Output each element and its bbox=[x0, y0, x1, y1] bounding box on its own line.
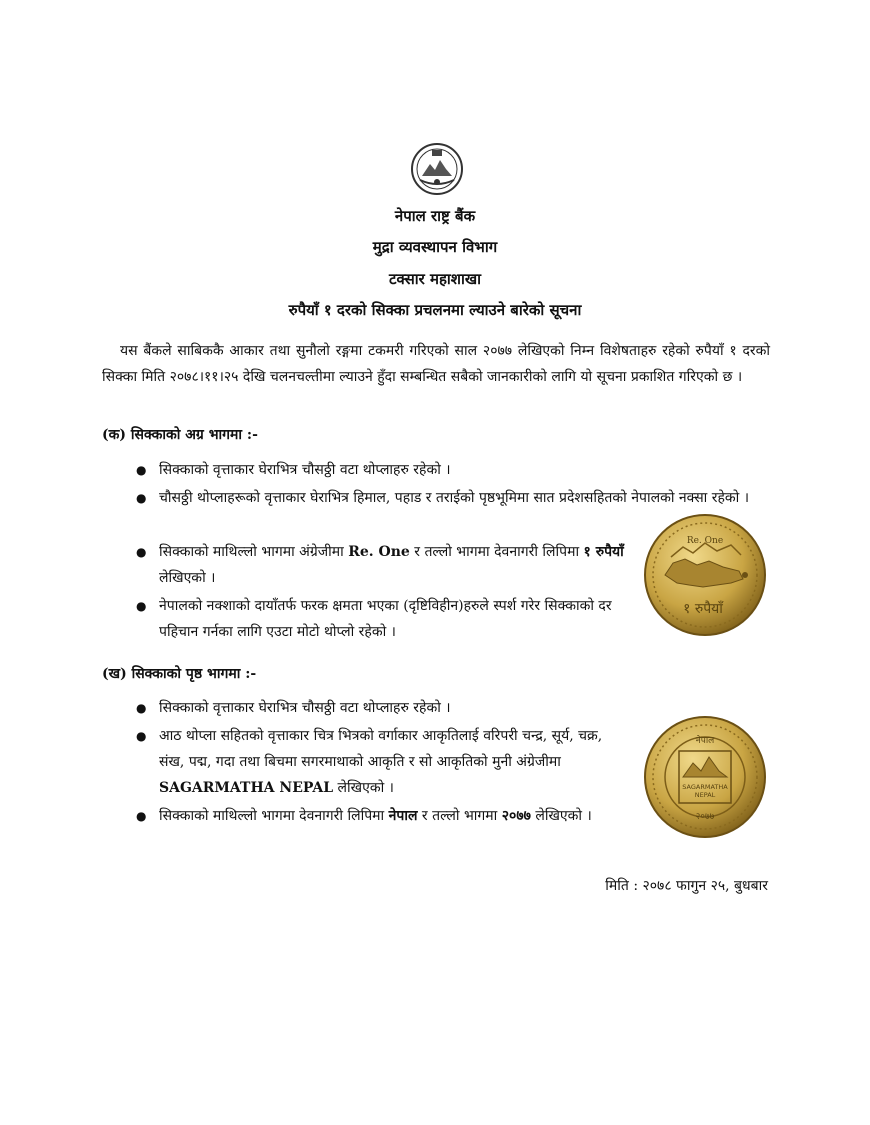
bullet-icon: ● bbox=[136, 463, 147, 477]
notice-title: रुपैयाँ १ दरको सिक्का प्रचलनमा ल्याउने बारेको सूचना bbox=[288, 301, 582, 319]
department-name: मुद्रा व्यवस्थापन विभाग bbox=[372, 238, 498, 256]
coin-denomination-text: १ रुपैयाँ bbox=[683, 601, 723, 617]
list-item-text: नेपालको नक्शाको दायाँतर्फ फरक क्षमता भएका (दृष्टिविहीन)हरुले स्पर्श गरेर सिक्काको दर पहिचान गर्नका लागि एउटा मोटो थोप्लो रहेको । bbox=[159, 598, 612, 640]
text-segment: आठ थोप्ला सहितको वृत्ताकार चित्र भित्रको वर्गाकार आकृतिलाई वरिपरी चन्द्र, सूर्य, चक्र, संख, पद्म, गदा तथा बिचमा सगरमाथाको आकृति र सो आकृतिको मुनी अंग्रेजीमा bbox=[159, 728, 603, 770]
coin-reverse-image bbox=[643, 715, 767, 839]
text-segment: र तल्लो भागमा bbox=[417, 808, 502, 824]
text-segment: लेखिएको । bbox=[159, 570, 216, 586]
list-item bbox=[136, 539, 626, 591]
reverse-heading: (ख) सिक्काको पृष्ठ भागमा :- bbox=[102, 666, 257, 682]
coin-nepal-text: NEPAL bbox=[694, 791, 716, 799]
text-segment: सिक्काको माथिल्लो भागमा देवनागरी लिपिमा bbox=[159, 808, 389, 824]
list-item-text: सिक्काको वृत्ताकार घेराभित्र चौसठ्ठी वटा थोप्लाहरु रहेको । bbox=[159, 462, 451, 478]
notice-date: मिति : २०७८ फागुन २५, बुधबार bbox=[605, 878, 768, 894]
list-item bbox=[136, 593, 626, 645]
list-item bbox=[136, 723, 626, 801]
text-segment: लेखिएको । bbox=[333, 780, 394, 796]
list-item bbox=[136, 695, 626, 721]
list-item-text bbox=[159, 803, 636, 829]
list-item-text bbox=[159, 539, 626, 591]
intro-paragraph: यस बैंकले साबिककै आकार तथा सुनौलो रङ्गमा टकमरी गरिएको साल २०७७ लेखिएको निम्न विशेषताहरु रहेको रुपैयाँ १ दरको सिक्का मिति २०७८।११।२५ देखि चलनचल्तीमा ल्याउने हुँदा सम्बन्धित सबैको जानकारीको लागि यो सूचना प्रकाशित गरिएको छ । bbox=[102, 343, 770, 385]
bank-seal-logo bbox=[410, 142, 464, 196]
bank-name: नेपाल राष्ट्र बैंक bbox=[394, 207, 476, 225]
list-item-text: सिक्काको वृत्ताकार घेराभित्र चौसठ्ठी वटा थोप्लाहरु रहेको । bbox=[159, 700, 451, 716]
coin-year-text: २०७७ bbox=[695, 812, 715, 822]
text-segment: र तल्लो भागमा देवनागरी लिपिमा bbox=[409, 544, 584, 560]
text-bold: Re. One bbox=[348, 544, 410, 560]
text-bold: २०७७ bbox=[501, 808, 531, 824]
list-item bbox=[136, 457, 756, 483]
list-item-text bbox=[159, 723, 626, 801]
text-bold: SAGARMATHA NEPAL bbox=[159, 780, 334, 796]
text-segment: सिक्काको माथिल्लो भागमा अंग्रेजीमा bbox=[159, 544, 349, 560]
bullet-icon: ● bbox=[136, 701, 147, 715]
coin-top-text: Re. One bbox=[686, 536, 724, 546]
bullet-icon: ● bbox=[136, 545, 147, 559]
bullet-icon: ● bbox=[136, 809, 147, 823]
list-item-text: चौसठ्ठी थोप्लाहरूको वृत्ताकार घेराभित्र हिमाल, पहाड र तराईको पृष्ठभूमिमा सात प्रदेशसहितको नेपालको नक्सा रहेको । bbox=[159, 490, 750, 506]
obverse-heading: (क) सिक्काको अग्र भागमा :- bbox=[102, 427, 258, 443]
text-bold: नेपाल bbox=[388, 808, 418, 824]
bullet-icon: ● bbox=[136, 599, 147, 613]
branch-name: टक्सार महाशाखा bbox=[388, 270, 482, 288]
coin-top-text: नेपाल bbox=[695, 736, 715, 746]
list-item bbox=[136, 803, 636, 829]
list-item bbox=[136, 485, 756, 511]
text-bold: १ रुपैयाँ bbox=[583, 544, 624, 560]
bullet-icon: ● bbox=[136, 729, 147, 743]
coin-obverse-image bbox=[643, 513, 767, 637]
text-segment: लेखिएको । bbox=[530, 808, 592, 824]
bullet-icon: ● bbox=[136, 491, 147, 505]
coin-sagarmatha-text: SAGARMATHA bbox=[682, 783, 728, 791]
